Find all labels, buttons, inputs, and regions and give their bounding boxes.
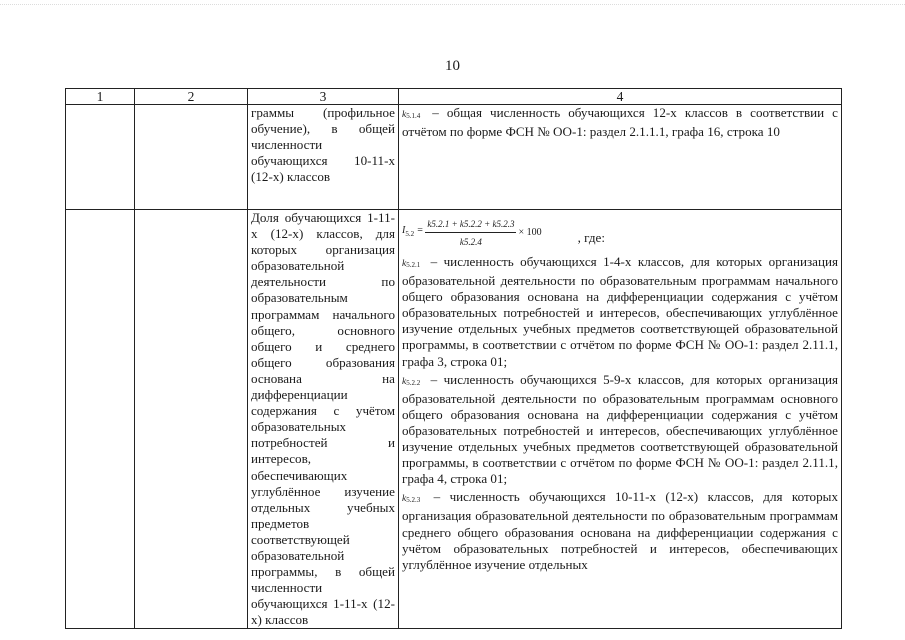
definition-text: – численность обучающихся 5-9-х классов, для которых организация образовательной деятельности по образовательным программам основного общего образования основана на дифференциации содержания с учётом образовательных потребностей и интересов, обеспечивающих углублённое изучение отдельных учебных предметов соответствующей образовательной программы, в соответствии с отчётом по форме ФСН № ОО-1: раздел 2.11.1, графа 4, строка 01;: [402, 371, 838, 487]
row1-indicator-name: граммы (профильное обучение), в общей численности обучающихся 10-11-х (12-х) классов: [248, 105, 399, 210]
row2-indicator-name: Доля обучающихся 1-11-х (12-х) классов, для которых организация образовательной деятельности по образовательным программам начального общего, основного общего и среднего общего образования основана на дифференциации содержания с учётом образовательных потребностей и интересов, обеспечивающих углублённое изучение отдельных учебных предметов соответствующей образовательной программы, в общей численности обучающихся 1-11-х (12-х) классов: [248, 210, 399, 629]
formula-fraction: [425, 216, 516, 250]
variable-symbol: $k_{5.1.4}$: [402, 110, 421, 120]
header-col-4: 4: [399, 89, 842, 105]
table-row: [66, 105, 842, 210]
formula-where: , где:: [577, 229, 606, 245]
formula: [402, 210, 838, 252]
header-col-1: 1: [66, 89, 135, 105]
row2-col2: [135, 210, 248, 629]
formula-numerator: k5.2.1 + k5.2.2 + k5.2.3: [425, 216, 516, 233]
variable-symbol: $k_{5.2.2}$: [402, 376, 421, 387]
row2-calculation: [399, 210, 842, 629]
scan-artifact: [0, 4, 905, 15]
definition-k522: [402, 372, 838, 488]
header-col-3: 3: [248, 89, 399, 105]
row1-col2: [135, 105, 248, 210]
definition-k521: [402, 254, 838, 370]
header-col-2: 2: [135, 89, 248, 105]
row2-col1: [66, 210, 135, 629]
formula-denominator: k5.2.4: [459, 237, 482, 247]
variable-symbol: $k_{5.2.3}$: [402, 494, 421, 505]
page-number: 10: [445, 58, 460, 74]
indicator-table: [65, 88, 842, 629]
definition-text: – численность обучающихся 1-4-х классов, для которых организация образовательной деятельности по образовательным программам начального общего образования основана на дифференциации содержания с учётом образовательных потребностей и интересов, обеспечивающих углублённое изучение отдельных учебных предметов соответствующей образовательной программы, в соответствии с отчётом по форме ФСН № ОО-1: раздел 2.11.1, графа 3, строка 01;: [402, 254, 838, 369]
row1-col1: [66, 105, 135, 210]
table-header-row: [66, 89, 842, 105]
variable-symbol: $k_{5.2.1}$: [402, 259, 421, 269]
row1-definition: [399, 105, 842, 210]
formula-lhs: $I_{5.2}$ =: [402, 225, 424, 239]
definition-k523: [402, 489, 838, 572]
definition-text: – общая численность обучающихся 12-х классов в соответствии с отчётом по форме ФСН № ОО-1: раздел 2.1.1.1, графа 16, строка 10: [402, 105, 838, 140]
table-row: [66, 210, 842, 629]
definition-text: – численность обучающихся 10-11-х (12-х) классов, для которых организация образовательной деятельности по образовательным программам среднего общего образования основана на дифференциации содержания с учётом образовательных потребностей и интересов, обеспечивающих углублённое изучение отдельных: [402, 489, 838, 572]
formula-multiplier: × 100: [518, 226, 542, 238]
